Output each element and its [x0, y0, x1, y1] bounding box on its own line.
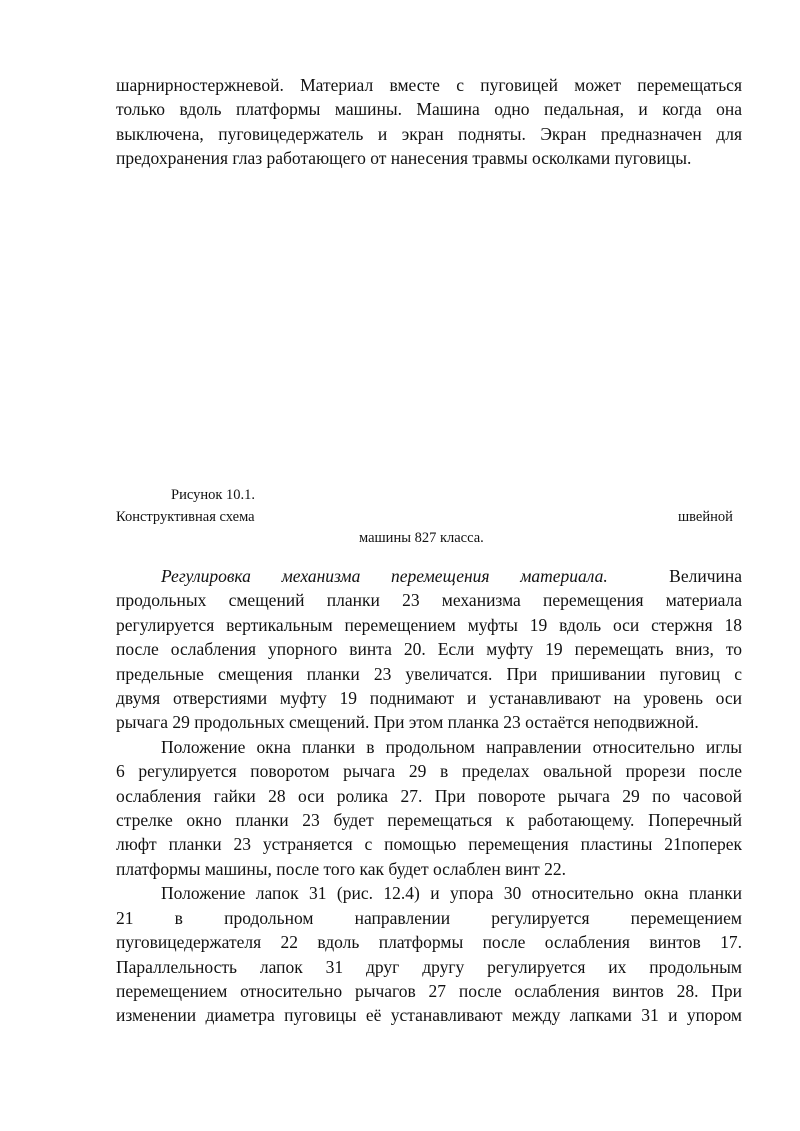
text-line: Параллельность лапок 31 друг другу регулируется их продольным	[116, 956, 742, 977]
top-paragraph	[116, 73, 742, 171]
text-line: предельные смещения планки 23 увеличатся. При пришивании пуговиц с	[116, 663, 742, 684]
figure-number: Рисунок 10.1.	[171, 487, 255, 503]
heading-continuation: Величина	[669, 566, 742, 586]
text-line: продольных смещений планки 23 механизма перемещения материала	[116, 590, 742, 611]
text-line: только вдоль платформы машины. Машина одно педальная, и когда она	[116, 99, 742, 120]
text-line: предохранения глаз работающего от нанесения травмы осколками пуговицы.	[116, 148, 692, 169]
figure-title-end: машины 827 класса.	[359, 530, 484, 546]
text-line: перемещением относительно рычагов 27 после ослабления винтов 28. При	[116, 980, 742, 1001]
text-line: ослабления гайки 28 оси ролика 27. При повороте рычага 29 по часовой	[116, 785, 742, 806]
text-line: люфт планки 23 устраняется с помощью перемещения пластины 21поперек	[116, 834, 742, 855]
text-line: после ослабления упорного винта 20. Если муфту 19 перемещать вниз, то	[116, 639, 742, 660]
text-line: платформы машины, после того как будет ослаблен винт 22.	[116, 858, 567, 879]
text-line: шарнирностержневой. Материал вместе с пуговицей может перемещаться	[116, 75, 742, 95]
main-body	[116, 564, 742, 1028]
section-heading-line	[116, 564, 742, 588]
figure-area	[116, 180, 742, 480]
section-heading: Регулировка механизма перемещения материала.	[161, 566, 608, 586]
text-line: стрелке окно планки 23 будет перемещаться к работающему. Поперечный	[116, 810, 742, 831]
text-line: изменении диаметра пуговицы её устанавливают между лапками 31 и упором	[116, 1005, 742, 1026]
text-line: Положение лапок 31 (рис. 12.4) и упора 30 относительно окна планки	[161, 883, 742, 904]
text-line: 6 регулируется поворотом рычага 29 в пределах овальной прорези после	[116, 761, 742, 782]
figure-title-left: Конструктивная схема	[116, 509, 255, 525]
text-line: регулируется вертикальным перемещением муфты 19 вдоль оси стержня 18	[116, 614, 742, 635]
text-line: 21 в продольном направлении регулируется перемещением	[116, 907, 742, 928]
text-line: Положение окна планки в продольном направлении относительно иглы	[161, 736, 742, 757]
text-line: двумя отверстиями муфту 19 поднимают и устанавливают на уровень оси	[116, 688, 742, 709]
text-line: выключена, пуговицедержатель и экран подняты. Экран предназначен для	[116, 123, 742, 144]
text-line: пуговицедержателя 22 вдоль платформы после ослабления винтов 17.	[116, 932, 742, 953]
text-line: рычага 29 продольных смещений. При этом планка 23 остаётся неподвижной.	[116, 712, 699, 733]
figure-title-right: швейной	[678, 509, 733, 525]
